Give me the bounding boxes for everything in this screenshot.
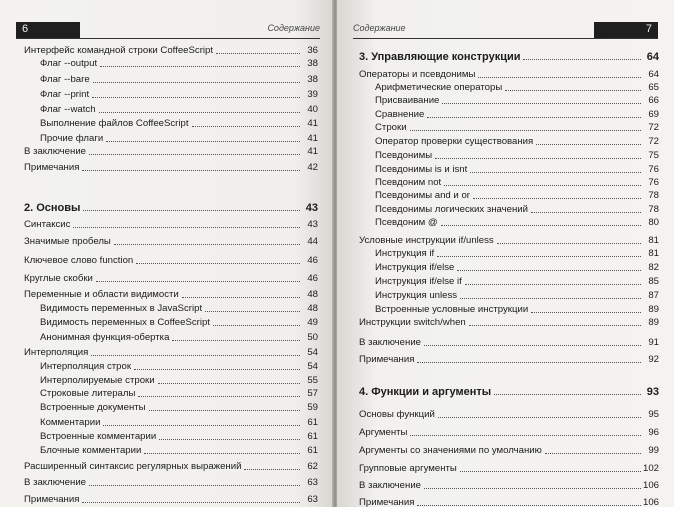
dot-leader [96,281,300,282]
toc-entry [24,57,318,70]
toc-entry [359,176,659,189]
toc-entry [24,374,318,387]
toc-entry [359,135,659,148]
dot-leader [138,396,300,397]
dot-leader [478,77,641,78]
toc-entry [24,346,318,359]
toc-entry-page: 69 [648,109,659,120]
dot-leader [158,383,300,384]
dot-leader [244,469,300,470]
toc-entry-page: 41 [307,133,318,144]
toc-entry-title: Условные инструкции if/unless [359,235,494,246]
toc-entry-page: 46 [307,273,318,284]
dot-leader [114,244,300,245]
toc-entry [24,302,318,315]
toc-entry-title: Примечания [359,497,415,507]
toc-entry-page: 44 [307,236,318,247]
toc-entry [24,272,318,285]
toc-entry-title: Интерфейс командной строки CoffeeScript [24,45,214,56]
toc-entry [24,460,318,473]
toc-entry-page: 57 [307,388,318,399]
toc-entry-page: 72 [648,122,659,133]
toc-entry-page: 63 [307,494,318,505]
toc-entry-title: Встроенные документы [40,402,146,413]
toc-entry-page: 55 [307,375,318,386]
toc-entry [359,189,659,202]
toc-entry [359,163,659,176]
toc-entry-title: 4. Функции и аргументы [359,386,492,398]
dot-leader [83,210,300,211]
toc-entry [359,68,659,81]
toc-entry [359,289,659,302]
toc-entry-page: 89 [648,304,659,315]
dot-leader [410,435,641,436]
toc-entry-page: 48 [307,303,318,314]
toc-entry [359,121,659,134]
toc-entry-title: Комментарии [40,417,101,428]
toc-entry-page: 64 [646,51,659,63]
dot-leader [424,488,641,489]
toc-entry [24,416,318,429]
toc-entry-title: Операторы и псевдонимы [359,69,476,80]
toc-entry-page: 92 [648,354,659,365]
toc-entry-title: Примечания [24,162,80,173]
toc-entry-page: 41 [307,146,318,157]
toc-entry-page: 85 [648,276,659,287]
dot-leader [460,298,641,299]
toc-entry-title: Видимость переменных в JavaScript [40,303,203,314]
toc-entry-page: 63 [307,477,318,488]
toc-entry [24,132,318,145]
toc-entry [24,401,318,414]
toc-entry-title: В заключение [359,337,422,348]
toc-entry-page: 96 [648,427,659,438]
toc-entry [24,145,318,158]
toc-entry-title: Аргументы со значениями по умолчанию [359,445,542,456]
dot-leader [205,311,300,312]
toc-entry-title: В заключение [24,477,87,488]
toc-entry [24,331,318,344]
toc-entry-page: 80 [648,217,659,228]
toc-entry [359,234,659,247]
left-page [0,0,334,507]
toc-entry-page: 61 [307,431,318,442]
dot-leader [100,66,300,67]
dot-leader [465,284,641,285]
toc-entry-title: Флаг --bare [40,74,90,85]
toc-entry [359,275,659,288]
dot-leader [93,82,300,83]
toc-entry-title: Видимость переменных в CoffeeScript [40,317,210,328]
dot-leader [410,130,641,131]
toc-entry [359,462,659,475]
toc-entry-page: 81 [648,235,659,246]
toc-entry [24,430,318,443]
toc-entry-page: 38 [307,58,318,69]
dot-leader [441,225,641,226]
header-rule [16,38,320,39]
dot-leader [531,312,641,313]
dot-leader [89,485,300,486]
toc-entry [24,117,318,130]
toc-entry-page: 91 [648,337,659,348]
dot-leader [444,185,641,186]
dot-leader [494,394,641,395]
toc-entry-page: 95 [648,409,659,420]
page-number-tab [16,22,80,38]
toc-entry-title: Сравнение [375,109,425,120]
toc-entry-title: Выполнение файлов CoffeeScript [40,118,189,129]
toc-entry-page: 78 [648,204,659,215]
page-number-tab [594,22,658,38]
toc-entry [24,476,318,489]
toc-entry-page: 49 [307,317,318,328]
toc-entry-title: Аргументы [359,427,408,438]
toc-entry [24,103,318,116]
toc-entry-title: Встроенные условные инструкции [375,304,529,315]
toc-entry [359,108,659,121]
toc-entry [359,316,659,329]
toc-entry-page: 64 [648,69,659,80]
toc-entry-page: 50 [307,332,318,343]
dot-leader [92,97,300,98]
toc-entry [359,336,659,349]
toc-entry [359,303,659,316]
dot-leader [457,270,641,271]
toc-entry [359,408,659,421]
dot-leader [172,340,300,341]
toc-entry-title: В заключение [359,480,422,491]
toc-entry-title: Присваивание [375,95,440,106]
toc-entry-page: 40 [307,104,318,115]
toc-entry-page: 62 [307,461,318,472]
toc-entry-page: 61 [307,445,318,456]
toc-entry-title: Основы функций [359,409,435,420]
toc-entry-title: Флаг --watch [40,104,96,115]
toc-entry-title: Строки [375,122,407,133]
dot-leader [497,243,641,244]
toc-entry-title: Инструкция unless [375,290,458,301]
toc-entry [24,387,318,400]
toc-entry-page: 36 [307,45,318,56]
toc-entry-title: Примечания [359,354,415,365]
toc-entry [24,73,318,86]
dot-leader [424,345,641,346]
toc-entry [24,288,318,301]
toc-entry-page: 106 [642,497,659,507]
toc-entry-page: 102 [642,463,659,474]
toc-entry-page: 65 [648,82,659,93]
dot-leader [159,439,300,440]
toc-entry-page: 48 [307,289,318,300]
toc-entry-title: Анонимная функция-обертка [40,332,170,343]
dot-leader [437,256,641,257]
dot-leader [505,90,641,91]
running-head: Содержание [353,23,406,33]
toc-entry [359,496,659,507]
toc-entry-title: Синтаксис [24,219,71,230]
dot-leader [73,227,300,228]
toc-entry [24,360,318,373]
toc-entry [24,161,318,174]
toc-entry [24,254,318,267]
toc-entry-title: Круглые скобки [24,273,93,284]
toc-entry-page: 93 [646,386,659,398]
toc-entry [24,44,318,57]
dot-leader [106,141,300,142]
toc-entry-page: 66 [648,95,659,106]
toc-entry-title: 2. Основы [24,202,81,214]
toc-entry-page: 72 [648,136,659,147]
toc-entry-title: Блочные комментарии [40,445,142,456]
dot-leader [82,170,300,171]
toc-entry-title: Интерполяция строк [40,361,132,372]
dot-leader [134,369,300,370]
dot-leader [427,117,641,118]
toc-entry-page: 42 [307,162,318,173]
dot-leader [192,126,300,127]
toc-entry-title: Псевдонимы and и or [375,190,470,201]
dot-leader [545,453,641,454]
toc-entry-page: 54 [307,347,318,358]
toc-entry-page: 43 [305,202,318,214]
dot-leader [470,172,641,173]
toc-entry-page: 46 [307,255,318,266]
page-number: 7 [645,23,652,35]
dot-leader [99,112,300,113]
right-page [337,0,674,507]
toc-entry-title: Встроенные комментарии [40,431,157,442]
toc-entry-title: Групповые аргументы [359,463,457,474]
dot-leader [91,355,300,356]
toc-entry-title: Псевдоним @ [375,217,438,228]
toc-entry-title: Псевдоним not [375,177,442,188]
toc-entry-title: Примечания [24,494,80,505]
toc-entry [359,216,659,229]
dot-leader [417,362,641,363]
dot-leader [149,410,300,411]
dot-leader [536,144,641,145]
toc-entry-title: Флаг --print [40,89,90,100]
toc-entry-page: 106 [642,480,659,491]
toc-entry-page: 78 [648,190,659,201]
toc-entry-page: 59 [307,402,318,413]
toc-entry [359,149,659,162]
toc-entry [359,94,659,107]
toc-entry [359,385,659,398]
toc-entry-title: Флаг --output [40,58,98,69]
dot-leader [438,417,641,418]
dot-leader [103,425,300,426]
dot-leader [442,103,641,104]
toc-entry-page: 89 [648,317,659,328]
toc-entry [24,235,318,248]
toc-entry-title: Инструкции switch/when [359,317,466,328]
toc-entry [359,261,659,274]
dot-leader [469,325,641,326]
toc-entry-page: 54 [307,361,318,372]
toc-entry-title: Значимые пробелы [24,236,111,247]
toc-entry-page: 39 [307,89,318,100]
toc-entry-title: В заключение [24,146,87,157]
toc-entry [24,88,318,101]
toc-entry-page: 99 [648,445,659,456]
toc-entry-title: Псевдонимы логических значений [375,204,528,215]
toc-entry [359,426,659,439]
page-number: 6 [22,23,29,35]
dot-leader [417,505,641,506]
toc-entry-title: Оператор проверки существования [375,136,534,147]
toc-entry [24,316,318,329]
toc-entry [359,81,659,94]
toc-entry [24,201,318,214]
toc-entry-title: Интерполяция [24,347,89,358]
dot-leader [460,471,641,472]
toc-entry [359,479,659,492]
toc-entry-title: Переменные и области видимости [24,289,179,300]
toc-entry [24,493,318,506]
toc-entry [24,444,318,457]
toc-entry [359,203,659,216]
dot-leader [531,212,641,213]
toc-entry-title: Инструкция if/else [375,262,455,273]
toc-entry-title: Расширенный синтаксис регулярных выражений [24,461,242,472]
toc-entry-title: Псевдонимы is и isnt [375,164,468,175]
dot-leader [473,198,641,199]
dot-leader [136,263,300,264]
toc-entry-page: 87 [648,290,659,301]
toc-entry-page: 76 [648,164,659,175]
toc-entry-title: Строковые литералы [40,388,136,399]
toc-entry-page: 43 [307,219,318,230]
dot-leader [82,502,300,503]
toc-entry-title: Псевдонимы [375,150,433,161]
dot-leader [435,158,641,159]
running-head: Содержание [267,23,320,33]
dot-leader [182,297,300,298]
toc-entry-title: Прочие флаги [40,133,104,144]
toc-entry [359,247,659,260]
toc-entry-page: 75 [648,150,659,161]
toc-entry-title: 3. Управляющие конструкции [359,51,521,63]
toc-entry [359,50,659,63]
toc-entry [24,218,318,231]
toc-entry-page: 76 [648,177,659,188]
dot-leader [213,325,300,326]
toc-entry-page: 82 [648,262,659,273]
toc-entry-title: Арифметические операторы [375,82,503,93]
toc-entry [359,353,659,366]
toc-entry [359,444,659,457]
toc-entry-title: Интерполируемые строки [40,375,155,386]
toc-entry-page: 41 [307,118,318,129]
header-rule [353,38,658,39]
toc-entry-page: 61 [307,417,318,428]
dot-leader [144,453,300,454]
toc-entry-title: Инструкция if [375,248,435,259]
dot-leader [216,53,300,54]
dot-leader [523,59,641,60]
toc-entry-page: 81 [648,248,659,259]
toc-entry-page: 38 [307,74,318,85]
dot-leader [89,154,300,155]
toc-entry-title: Инструкция if/else if [375,276,462,287]
toc-entry-title: Ключевое слово function [24,255,134,266]
